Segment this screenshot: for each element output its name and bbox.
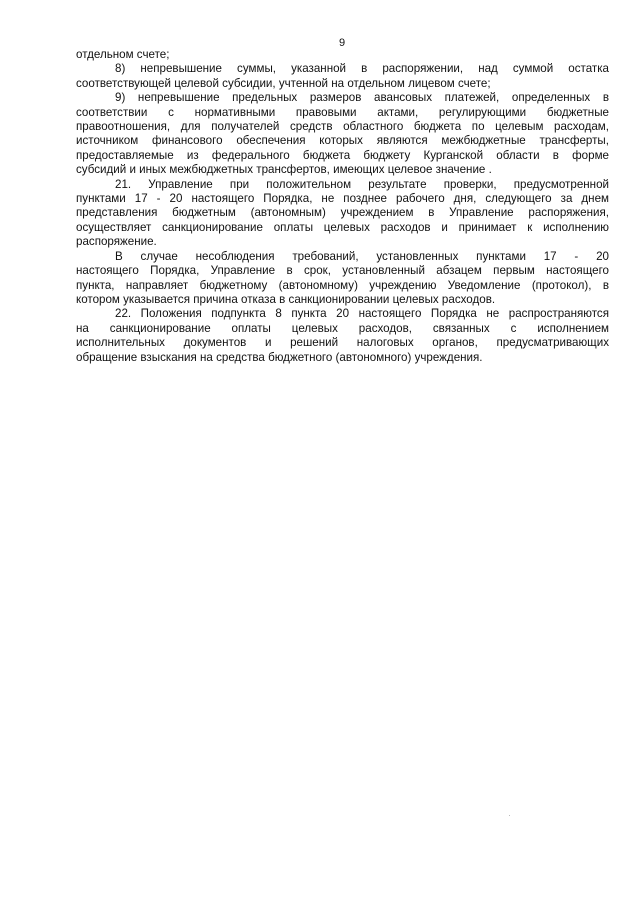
paragraph-violation xyxy=(76,250,609,308)
text-line: обращение взыскания на средства бюджетного (автономного) учреждения. xyxy=(76,350,483,364)
text-line: исполнительных документов и решений налоговых органов, предусматривающих xyxy=(76,336,609,350)
text-line: на санкционирование оплаты целевых расходов, связанных с исполнением xyxy=(76,321,609,335)
text-line: правоотношения, для получателей средств областного бюджета по целевым расходам, xyxy=(76,120,609,134)
document-body xyxy=(76,48,609,365)
scan-speck xyxy=(509,815,510,816)
text-line: осуществляет санкционирование оплаты целевых расходов и принимает к исполнению xyxy=(76,220,609,234)
text-line: 22. Положения подпункта 8 пункта 20 настоящего Порядка не распространяются xyxy=(115,307,609,321)
text-line: 21. Управление при положительном результате проверки, предусмотренной xyxy=(115,177,609,191)
text-line: пунктами 17 - 20 настоящего Порядка, не позднее рабочего дня, следующего за днем xyxy=(76,192,609,206)
paragraph-section-21 xyxy=(76,178,609,250)
paragraph-item-8 xyxy=(76,62,609,91)
text-line: распоряжение. xyxy=(76,235,157,249)
text-line: котором указывается причина отказа в санкционировании целевых расходов. xyxy=(76,292,496,306)
text-line: 8) непревышение суммы, указанной в распоряжении, над суммой остатка xyxy=(115,62,609,76)
text-line: представления бюджетным (автономным) учреждением в Управление распоряжения, xyxy=(76,206,609,220)
page-number: 9 xyxy=(338,37,346,49)
text-line: соответствующей целевой субсидии, учтенной на отдельном лицевом счете; xyxy=(76,76,491,90)
paragraph-item-9 xyxy=(76,91,609,177)
text-line: 9) непревышение предельных размеров авансовых платежей, определенных в xyxy=(115,91,609,105)
text-line: В случае несоблюдения требований, установленных пунктами 17 - 20 xyxy=(115,249,609,263)
text-line: субсидий и иных межбюджетных трансфертов, имеющих целевое значение . xyxy=(76,163,492,177)
text-line: отдельном счете; xyxy=(76,48,170,61)
text-line: пункта, направляет бюджетному (автономному) учреждению Уведомление (протокол), в xyxy=(76,278,609,292)
paragraph-section-22 xyxy=(76,307,609,365)
text-line: настоящего Порядка, Управление в срок, установленный абзацем первым настоящего xyxy=(76,264,609,278)
text-line: предоставляемые из федерального бюджета бюджету Курганской области в форме xyxy=(76,148,609,162)
text-line: соответствии с нормативными правовыми актами, регулирующими бюджетные xyxy=(76,105,609,119)
paragraph-continuation xyxy=(76,48,609,62)
text-line: источником финансового обеспечения которых являются межбюджетные трансферты, xyxy=(76,134,609,148)
